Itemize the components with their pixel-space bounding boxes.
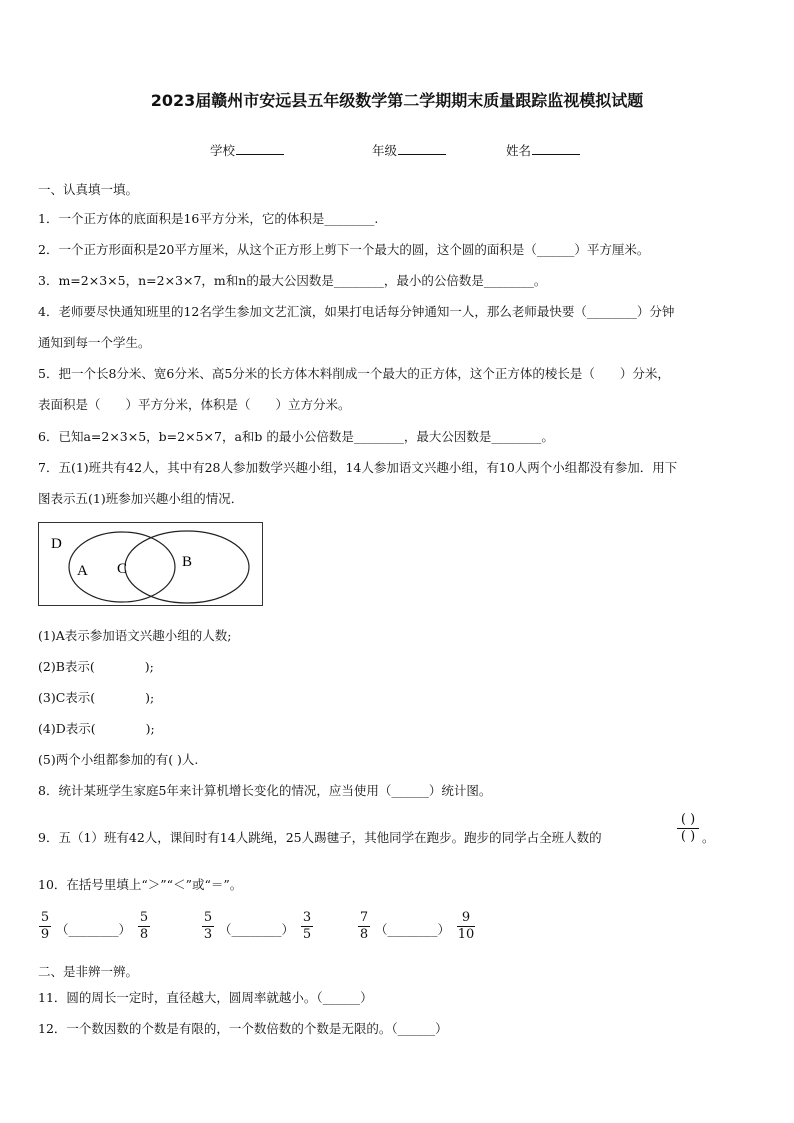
cmp2-left-fraction bbox=[201, 910, 215, 943]
question-9: 9．五（1）班有42人，课间时有14人跳绳，25人踢毽子，其他同学在跑步。跑步的同学占全班人数的 bbox=[38, 830, 602, 845]
venn-label-b: B bbox=[182, 554, 193, 570]
question-7-line-2: 图表示五(1)班参加兴趣小组的情况． bbox=[38, 491, 244, 506]
question-7-part-2: (2)B表示( ); bbox=[38, 659, 154, 674]
question-9-fraction[interactable] bbox=[677, 812, 699, 845]
cmp2-right-num: 3 bbox=[302, 910, 312, 925]
cmp3-left-num: 7 bbox=[359, 910, 369, 925]
cmp2-right-fraction bbox=[300, 910, 314, 943]
question-7-part-1: (1)A表示参加语文兴趣小组的人数; bbox=[38, 628, 232, 643]
question-6: 6．已知a=2×3×5，b=2×5×7，a和b 的最小公倍数是________，最大公因数是________。 bbox=[38, 429, 554, 444]
cmp3-blank[interactable]: （________） bbox=[375, 922, 451, 937]
cmp3-left-fraction bbox=[357, 910, 371, 943]
q9-fraction-denominator: ( ) bbox=[680, 829, 696, 844]
section-2-heading: 二、是非辨一辨。 bbox=[38, 964, 139, 979]
cmp3-right-den: 10 bbox=[457, 927, 475, 942]
grade-blank[interactable] bbox=[398, 142, 446, 155]
question-9-end: 。 bbox=[702, 830, 715, 845]
venn-svg bbox=[39, 523, 264, 607]
cmp1-left-den: 9 bbox=[40, 927, 50, 942]
question-3: 3．m=2×3×5，n=2×3×7，m和n的最大公因数是________，最小的公倍数是________。 bbox=[38, 273, 547, 288]
name-blank[interactable] bbox=[532, 142, 580, 155]
cmp2-right-den: 5 bbox=[302, 927, 312, 942]
cmp3-left-den: 8 bbox=[359, 927, 369, 942]
cmp1-left-num: 5 bbox=[40, 910, 50, 925]
question-7-part-4: (4)D表示( ); bbox=[38, 721, 155, 736]
question-5-line-1: 5．把一个长8分米、宽6分米、高5分米的长方体木料削成一个最大的正方体，这个正方体的棱长是（ ）分米， bbox=[38, 366, 670, 381]
question-4-line-1: 4．老师要尽快通知班里的12名学生参加文艺汇演，如果打电话每分钟通知一人，那么老师最快要（________）分钟 bbox=[38, 304, 675, 319]
cmp1-blank[interactable]: （________） bbox=[56, 922, 132, 937]
school-blank[interactable] bbox=[236, 142, 284, 155]
question-8: 8．统计某班学生家庭5年来计算机增长变化的情况，应当使用（______）统计图。 bbox=[38, 783, 492, 798]
section-1-heading: 一、认真填一填。 bbox=[38, 182, 139, 197]
cmp1-right-num: 5 bbox=[139, 910, 149, 925]
venn-label-a: A bbox=[77, 563, 88, 579]
question-7-part-5: (5)两个小组都参加的有( )人. bbox=[38, 752, 199, 767]
school-field[interactable] bbox=[210, 141, 284, 159]
cmp2-blank[interactable]: （________） bbox=[219, 922, 295, 937]
question-7-part-3: (3)C表示( ); bbox=[38, 690, 155, 705]
name-field[interactable] bbox=[506, 141, 580, 159]
cmp1-right-fraction bbox=[137, 910, 151, 943]
cmp3-right-fraction bbox=[456, 910, 476, 943]
cmp2-left-den: 3 bbox=[203, 927, 213, 942]
question-12: 12．一个数因数的个数是有限的，一个数倍数的个数是无限的。（______） bbox=[38, 1021, 448, 1036]
cmp1-left-fraction bbox=[38, 910, 52, 943]
name-label: 姓名 bbox=[506, 143, 532, 158]
venn-label-d: D bbox=[51, 536, 62, 552]
cmp3-right-num: 9 bbox=[461, 910, 471, 925]
question-7-line-1: 7．五(1)班共有42人，其中有28人参加数学兴趣小组，14人参加语文兴趣小组，有10人两个小组都没有参加．用下 bbox=[38, 460, 678, 475]
question-5-line-2: 表面积是（ ）平方分米，体积是（ ）立方分米。 bbox=[38, 397, 351, 412]
q9-fraction-numerator: ( ) bbox=[680, 812, 696, 827]
question-10: 10．在括号里填上“＞”“＜”或“＝”。 bbox=[38, 877, 243, 892]
question-2: 2．一个正方形面积是20平方厘米，从这个正方形上剪下一个最大的圆，这个圆的面积是（______）平方厘米。 bbox=[38, 242, 650, 257]
school-label: 学校 bbox=[210, 143, 236, 158]
grade-field[interactable] bbox=[372, 141, 446, 159]
cmp2-left-num: 5 bbox=[203, 910, 213, 925]
grade-label: 年级 bbox=[372, 143, 398, 158]
page-title: 2023届赣州市安远县五年级数学第二学期期末质量跟踪监视模拟试题 bbox=[150, 91, 644, 110]
question-4-line-2: 通知到每一个学生。 bbox=[38, 335, 151, 350]
cmp1-right-den: 8 bbox=[139, 927, 149, 942]
question-1: 1．一个正方体的底面积是16平方分米，它的体积是________. bbox=[38, 211, 379, 226]
question-11: 11．圆的周长一定时，直径越大，圆周率就越小。（______） bbox=[38, 990, 373, 1005]
venn-label-c: C bbox=[117, 561, 128, 577]
venn-diagram bbox=[38, 522, 263, 606]
